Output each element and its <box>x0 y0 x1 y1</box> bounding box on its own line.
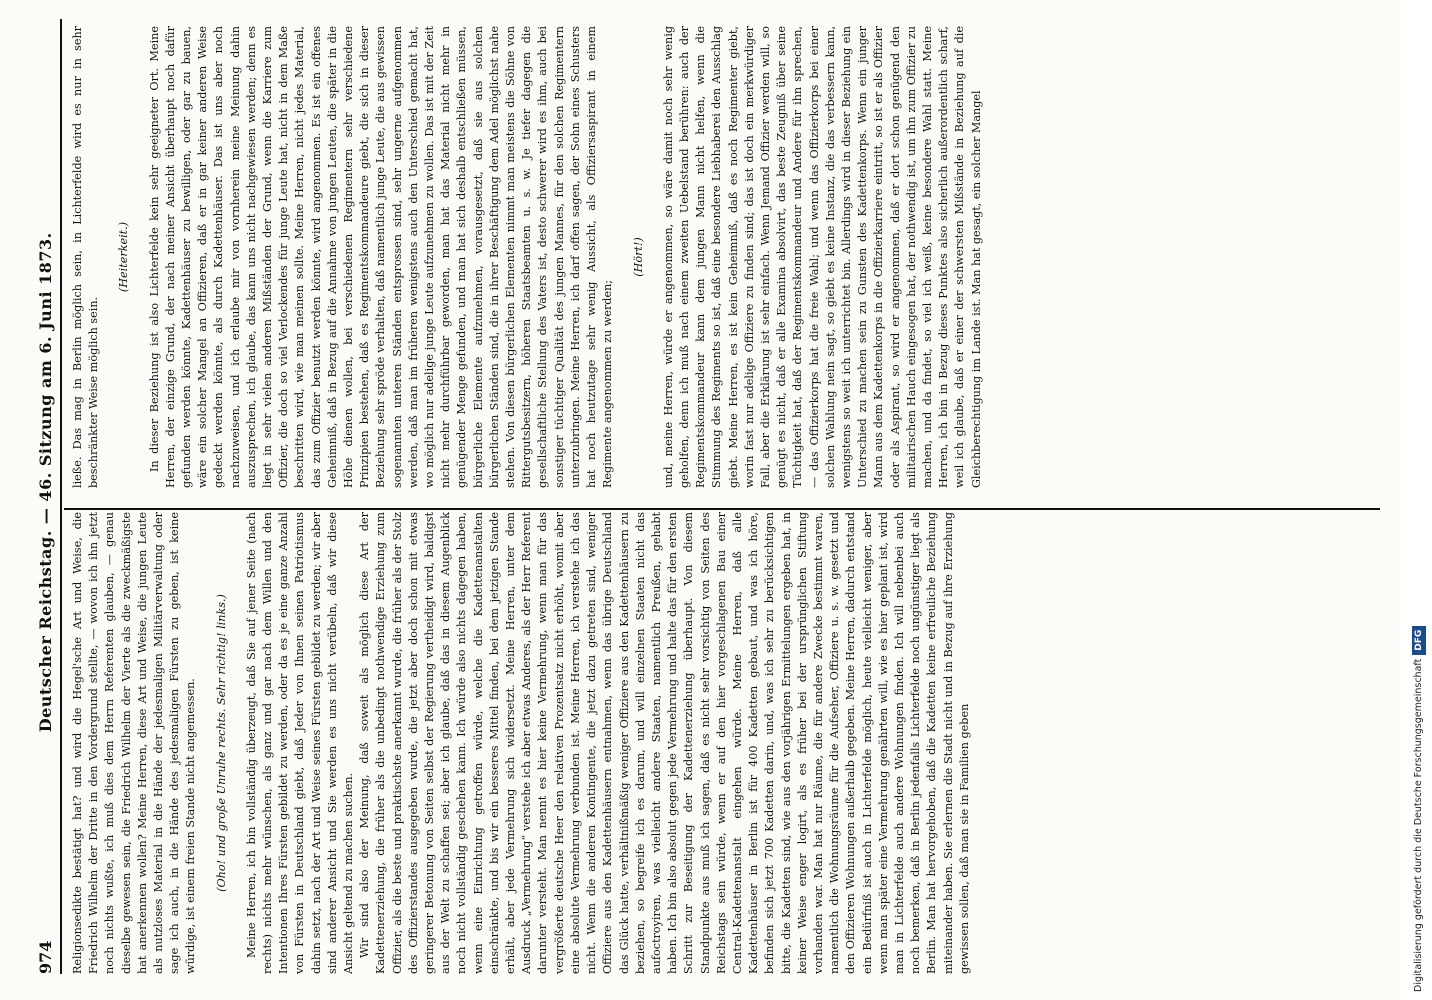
paragraph: Wir sind also der Meinung, daß soweit als möglich diese Art der Kadettenerziehung, die früher als die unbedingt nothwendige Erziehung zum Offizier, als die beste und praktischste anerkannt wurde, die früher als der Stolz des Offizierstandes ausgegeben wurde, die jetzt aber doch schon mit etwas geringerer Betonung von Seiten selbst der Regierung vertheidigt wird, baldigst aus der Welt zu schaffen sei; aber ich glaube, daß das in diesem Augenblick noch nicht vollständig geschehen kann. Ich würde also nichts dagegen haben, wenn eine Einrichtung getroffen würde, welche die Kadettenanstalten einschränkte, und bis wir ein besseres Mittel finden, bei dem jetzigen Stande erhält, aber jede Vermehrung sich widersetzt. Meine Herren, unter dem Ausdruck „Vermehrung“ verstehe ich aber etwas Anderes, als der Herr Referent darunter versteht. Man nennt es hier keine Vermehrung, wenn man für das vergrößerte deutsche Heer den relativen Prozentsatz nicht erhöht, womit aber eine absolute Vermehrung verbunden ist. Meine Herren, ich verstehe ich das nicht. Wenn die anderen Kontingente, die jetzt dazu getreten sind, weniger Offiziere aus den Kadettenhäusern entnahmen, wenn das übrige Deutschland das Glück hatte, verhältnißmäßig weniger Offiziere aus den Kadettenhäusern zu beziehen, so begreife ich es darum, und will einzelnen Staaten nicht das aufoctroyiren, was vielleicht andere Staaten, namentlich Preußen, gehabt haben. Ich bin also absolut gegen jede Vermehrung und halte das für den ersten Schritt zur Beseitigung der Kadettenerziehung überhaupt. Von diesem Standpunkte aus muß ich sagen, daß es nicht sehr vorsichtig von Seiten des Reichstags sein würde, wenn er auf den hier vorgeschlagenen Bau einer Central-Kadettenanstalt eingehen würde. Meine Herren, daß alle Kadettenhäuser in Berlin ist für 400 Kadetten gebaut, und was ich höre, befinden sich jetzt 700 Kadetten darin, und, was ich sehr zu berücksichtigen bitte, die Kadetten sind, wie aus den vorjährigen Ermittelungen ergeben hat, in keiner Weise enger logirt, als es früher bei der ursprünglichen Stiftung vorhanden war. Man hat nur Räume, die für andere Zwecke bestimmt waren, namentlich die Wohnungsräume für die Aufseher, Offiziere u. s. w. gesetzt und den Offizieren Wohnungen außerhalb gegeben. Meine Herren, dadurch entstand ein Bedürfniß ist auch in Lichterfelde möglich, heute vielleicht weniger, aber wenn man später eine Vermehrung genährten will, wie es hier geplant ist, wird man in Lichterfelde auch andere Wohnungen finden. Ich will nebenbei auch noch bemerken, daß in Berlin jedenfalls Lichterfelde noch ungünstiger liegt als Berlin. Man hat hervorgehoben, daß die Kadetten keine erfreuliche Beziehung miteinander haben. Sie erlernen die Stadt nicht und in Bezug auf ihre Erziehung gewissen sollen, daß man sie in Familien geben <box>358 512 971 974</box>
running-title: Deutscher Reichstag. — 46. Sitzung am 6. Juni 1873. <box>35 232 55 733</box>
right-column <box>70 26 1390 488</box>
page-number: 974 <box>35 940 55 974</box>
header-rule <box>60 19 62 974</box>
page-header <box>30 24 60 974</box>
paragraph: Religionsedikte bestätigt hat? und wird die Hegel'sche Art und Weise, die Friedrich Wilhelm der Dritte in den Vordergrund stellte, — wovon ich ihn jetzt noch nichts wußte, ich muß dies dem Herrn Referenten glauben, — genau dieselbe gewesen sein, die Friedrich Wilhelm der Vierte als die zweckmäßigste hat anerkennen wollen? Meine Herren, diese Art und Weise, die jungen Leute als nutzloses Material in die Hände der jedesmaligen Militärverwaltung oder sage ich auch, in die Hände des jedesmaligen Fürsten zu geben, ist keine würdige, ist einem freien Stande nicht angemessen. <box>71 512 198 974</box>
interjection: (Heiterkeit.) <box>117 221 131 293</box>
dfg-credit-text: Digitalisierung gefördert durch die Deutsche Forschungsgemeinschaft <box>1413 658 1424 992</box>
paragraph: In dieser Beziehung ist also Lichterfelde kein sehr geeigneter Ort. Meine Herren, der einzige Grund, der nach meiner Ansicht überhaupt noch dafür gefunden werden könnte, Kadettenhäuser zu bewilligen, oder gar zu bauen, wäre ein solcher Mangel an Offizieren, daß er in gar keiner anderen Weise gedeckt werden könnte, als durch Kadettenhäuser. Das ist uns aber noch nachzuweisen, und ich erlaube mir von vornherein meine Meinung dahin auszusprechen, ich glaube, das kann uns nicht nachgewiesen werden; denn es liegt in sehr vielen anderen Mißständen der Grund, wenn die Karriere zum Offizier, die doch so viel Verlockendes für junge Leute hat, nicht in dem Maße beschritten wird, wie man meinen sollte. Meine Herren, nicht jedes Material, das zum Offizier benutzt werden könnte, wird angenommen. Es ist ein offenes Geheimniß, daß in Bezug auf die Annahme von jungen Leuten, die später in die Höhe dienen wollen, bei verschiedenen Regimentern sehr verschiedene Prinzipien bestehen, daß es Regimentskommandeure giebt, die sich in dieser Beziehung sehr spröde verhalten, daß namentlich junge Leute, die aus gewissen sogenannten unteren Ständen entsprossen sind, sehr ungerne aufgenommen werden, daß man im früheren wenigstens auch den Unterschied gemacht hat, wo möglich nur adelige junge Leute aufzunehmen zu wollen. Das ist mit der Zeit nicht mehr durchführbar geworden, man hat das Material nicht mehr in genügender Menge gefunden, und man hat sich deshalb entschließen müssen, bürgerliche Elemente aufzunehmen, vorausgesetzt, daß sie aus solchen bürgerlichen Ständen sind, die in ihrer Beschäftigung dem Adel möglichst nahe stehen. Von diesen bürgerlichen Elementen nimmt man meistens die Söhne von Rittergutsbesitzern, höheren Staatsbeamten u. s. w. Je tiefer dagegen die gesellschaftliche Stellung des Vaters ist, desto schwerer wird es ihm, auch bei sonstiger tüchtiger Qualität des jungen Mannes, für den solchen Regimentern unterzubringen. Meine Herren, ich darf offen sagen, der Sohn eines Schusters hat noch heutzutage sehr wenig Aussicht, als Offiziersaspirant in einem Regimente angenommen zu werden; <box>147 26 615 488</box>
left-column <box>70 512 1390 974</box>
paragraph: und, meine Herren, würde er angenommen, so wäre damit noch sehr wenig geholfen, denn ich muß nach einem zweiten Uebelstand berühren: auch der Regimentskommandeur kann dem jungen Mann nicht helfen, wenn die Stimmung des Regiments so ist, daß eine besondere Liebhaberei den Ausschlag giebt. Meine Herren, es ist kein Geheimniß, daß es noch Regimenter giebt, worin fast nur adelige Offiziere zu finden sind; das ist doch ein merkwürdiger Fall, aber die Erklärung ist sehr einfach. Wenn Jemand Offizier werden will, so genügt es nicht, daß er alle Examina absolvirt, das beste Zeugniß über seine Tüchtigkeit hat, daß der Regimentskommandeur und Andere für ihn sprechen, — das Offizierkorps hat die freie Wahl; und wenn das Offizierkorps bei einer solchen Wahlung nein sagt, so giebt es keine Instanz, die das verbessern kann, wenigstens so weit ich unterrichtet bin. Allerdings wird in dieser Beziehung ein Unterschied zu machen sein zu Gunsten des Kadettenkorps. Wenn ein junger Mann aus dem Kadettenkorps in die Offizierkarriere eintritt, so ist er als Offizier oder als Aspirant, so wird er angenommen, daß er dort schon genügend den militairischen Hauch eingesogen hat, der nothwendig ist, um ihn zum Offizier zu machen, und da findet, so viel ich weiß, keine besondere Wahl statt. Meine Herren, ich bin in Bezug dieses Punktes also sicherlich außerordentlich scharf, weil ich glaube, daß er einer der schwersten Mißstände in Beziehung auf die Gleichberechtigung im Lande ist. Man hat gesagt, ein solcher Mangel <box>661 26 983 488</box>
interjection: (Hört!) <box>631 237 645 277</box>
column-divider <box>64 508 1380 510</box>
dfg-credit-strip <box>1408 8 1430 992</box>
interjection: (Oho! und große Unruhe rechts. Sehr richtig! links.) <box>214 594 228 892</box>
paragraph: Meine Herren, ich bin vollständig überzeugt, daß Sie auf jener Seite (nach rechts) nichts mehr wünschen, als ganz und gar nach dem Willen und den Intentionen Ihres Fürsten gebildet zu werden, oder da es je eine ganze Anzahl von Fürsten in Deutschland giebt, daß Jeder von Ihnen seinen Patriotismus dahin setzt, nach der Art und Weise seines Fürsten gebildet zu werden; wir aber sind anderer Ansicht und Sie werden es uns nicht verübeln, daß wir diese Ansicht geltend zu machen suchen. <box>244 512 356 974</box>
paragraph: ließe. Das mag in Berlin möglich sein, in Lichterfelde wird es nur in sehr beschränkter Weise möglich sein. <box>71 26 101 488</box>
dfg-logo: DFG <box>1412 626 1426 655</box>
